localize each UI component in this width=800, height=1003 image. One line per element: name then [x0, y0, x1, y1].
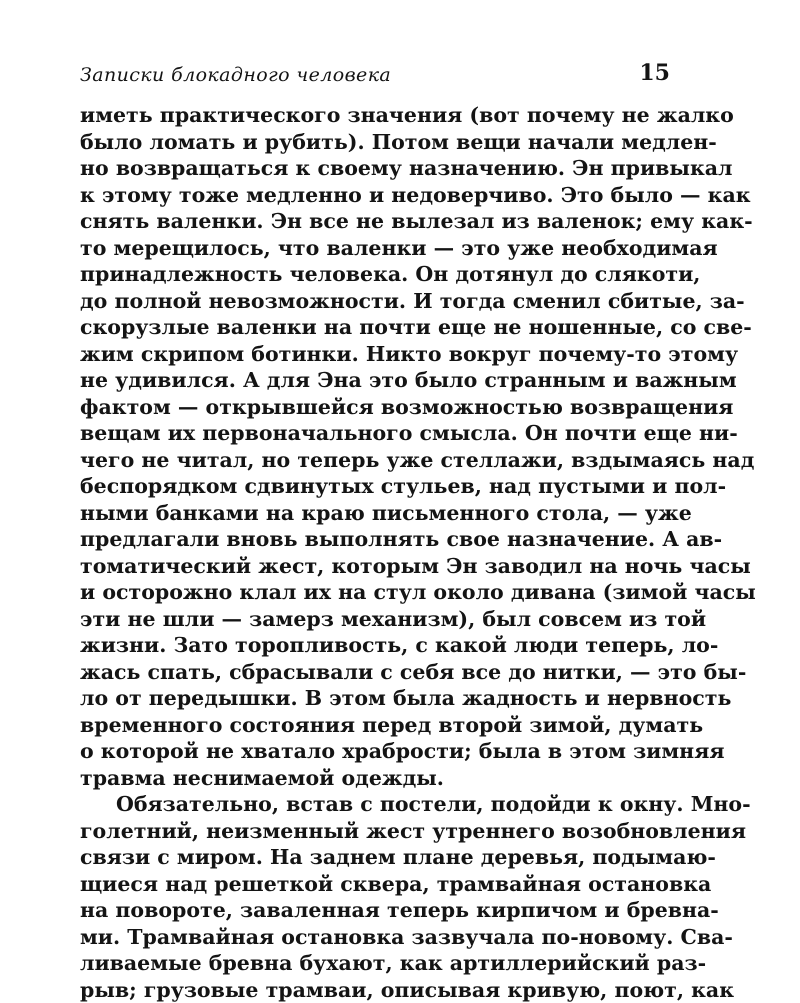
text-line: беспорядком сдвинутых стульев, над пустыми и пол- [80, 473, 678, 500]
running-header [80, 60, 678, 94]
text-line: снять валенки. Эн все не вылезал из валенок; ему как- [80, 208, 678, 235]
page-number: 15 [639, 60, 670, 86]
text-line: временного состояния перед второй зимой, думать [80, 712, 678, 739]
text-line: голетний, неизменный жест утреннего возобновления [80, 818, 678, 845]
text-line: иметь практического значения (вот почему не жалко [80, 102, 678, 129]
text-line: предлагали вновь выполнять свое назначение. А ав- [80, 526, 678, 553]
text-line: чего не читал, но теперь уже стеллажи, вздымаясь над [80, 447, 678, 474]
text-line: вещам их первоначального смысла. Он почти еще ни- [80, 420, 678, 447]
body-text [80, 102, 678, 1003]
text-line: но возвращаться к своему назначению. Эн привыкал [80, 155, 678, 182]
running-title: Записки блокадного человека [80, 64, 391, 86]
text-line: было ломать и рубить). Потом вещи начали медлен- [80, 129, 678, 156]
text-line: к этому тоже медленно и недоверчиво. Это было — как [80, 182, 678, 209]
text-line: жась спать, сбрасывали с себя все до нитки, — это бы- [80, 659, 678, 686]
paragraph-end-line: травма неснимаемой одежды. [80, 765, 678, 792]
text-line: то мерещилось, что валенки — это уже необходимая [80, 235, 678, 262]
text-line: на повороте, заваленная теперь кирпичом и бревна- [80, 897, 678, 924]
text-line: ными банками на краю письменного стола, — уже [80, 500, 678, 527]
text-line: эти не шли — замерз механизм), был совсем из той [80, 606, 678, 633]
text-line: и осторожно клал их на стул около дивана (зимой часы [80, 579, 678, 606]
text-line: томатический жест, которым Эн заводил на ночь часы [80, 553, 678, 580]
text-line: о которой не хватало храбрости; была в этом зимняя [80, 738, 678, 765]
text-line: до полной невозможности. И тогда сменил сбитые, за- [80, 288, 678, 315]
text-line: жим скрипом ботинки. Никто вокруг почему-то этому [80, 341, 678, 368]
text-line: скорузлые валенки на почти еще не ношенные, со све- [80, 314, 678, 341]
text-line: жизни. Зато торопливость, с какой люди теперь, ло- [80, 632, 678, 659]
text-line: связи с миром. На заднем плане деревья, подымаю- [80, 844, 678, 871]
paragraph-start-line: Обязательно, встав с постели, подойди к окну. Мно- [80, 791, 678, 818]
text-line: щиеся над решеткой сквера, трамвайная остановка [80, 871, 678, 898]
text-line: ливаемые бревна бухают, как артиллерийский раз- [80, 950, 678, 977]
text-line: фактом — открывшейся возможностью возвращения [80, 394, 678, 421]
text-line: принадлежность человека. Он дотянул до слякоти, [80, 261, 678, 288]
text-line: рыв; грузовые трамваи, описывая кривую, поют, как [80, 977, 678, 1003]
text-line: не удивился. А для Эна это было странным и важным [80, 367, 678, 394]
text-line: ми. Трамвайная остановка зазвучала по-новому. Сва- [80, 924, 678, 951]
text-line: ло от передышки. В этом была жадность и нервность [80, 685, 678, 712]
